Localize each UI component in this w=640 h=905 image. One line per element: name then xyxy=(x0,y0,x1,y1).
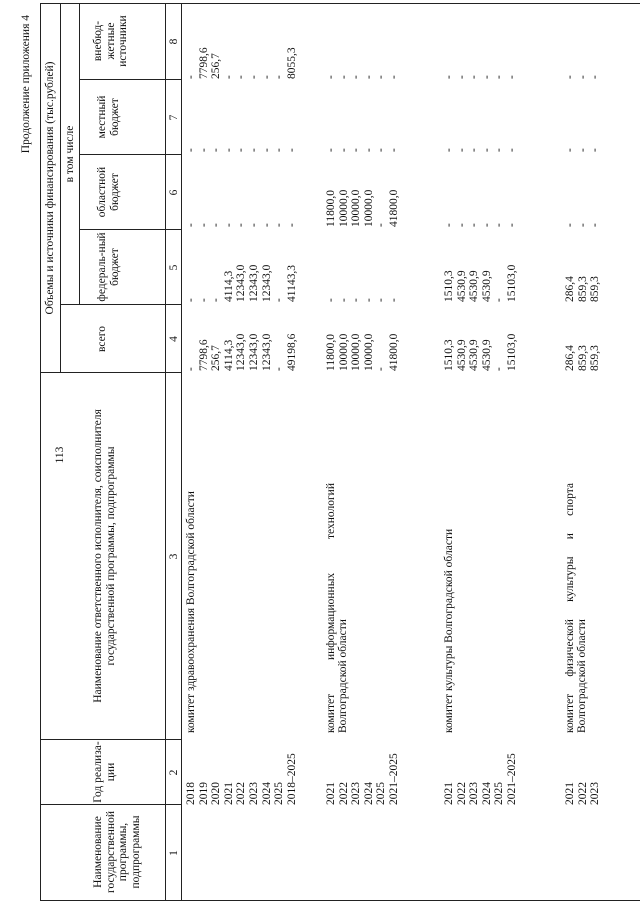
cell-total: 10000,0 xyxy=(350,333,363,371)
cell-regional: - xyxy=(375,223,388,227)
cell-local: - xyxy=(222,148,235,152)
cell-extra: - xyxy=(589,75,602,79)
cell-federal: - xyxy=(493,298,506,302)
cell-extra: 7798,6 xyxy=(197,47,210,79)
cell-local: - xyxy=(480,148,493,152)
cell-regional: - xyxy=(468,223,481,227)
col-number-1: 1 xyxy=(168,850,180,856)
cell-year: 2021 xyxy=(443,782,455,805)
cell-year: 2020 xyxy=(210,782,223,805)
header-local: местный бюджет xyxy=(96,95,121,139)
cell-regional: - xyxy=(564,223,576,227)
cell-total: 12343,0 xyxy=(248,333,260,371)
cell-year: 2022 xyxy=(337,782,350,805)
cell-total: - xyxy=(375,367,388,371)
cell-federal: 4114,3 xyxy=(222,270,235,302)
header-executor: Наименование ответственного исполнителя, соисполнителя государственной программы, подпрограммы xyxy=(92,409,117,703)
cell-extra: - xyxy=(325,75,337,79)
cell-extra: - xyxy=(388,75,400,79)
cell-regional: - xyxy=(260,223,273,227)
cell-federal: 4530,9 xyxy=(455,270,468,302)
cell-local: - xyxy=(388,148,400,152)
header-program-name: Наименование государственной программы, подпрограммы xyxy=(92,811,142,893)
cell-federal: 859,3 xyxy=(576,276,589,302)
cell-extra: - xyxy=(576,75,589,79)
cell-federal: 4530,9 xyxy=(480,270,493,302)
col-number-7: 7 xyxy=(168,114,180,121)
cell-year: 2022 xyxy=(235,782,248,805)
cell-regional: - xyxy=(273,223,286,227)
cell-year: 2022 xyxy=(455,782,468,805)
cell-regional: 41800,0 xyxy=(388,189,400,227)
col-divider-2 xyxy=(40,739,181,740)
cell-total: 4530,9 xyxy=(455,339,468,371)
cell-total: 859,3 xyxy=(589,345,602,371)
cell-local: - xyxy=(210,148,223,152)
cell-local: - xyxy=(285,148,298,152)
cell-extra: - xyxy=(506,75,518,79)
cell-regional: - xyxy=(235,223,248,227)
cell-regional: - xyxy=(222,223,235,227)
continuation-title: Продолжение приложения 4 xyxy=(20,15,32,154)
cell-federal: 859,3 xyxy=(589,276,602,302)
cell-total: 4530,9 xyxy=(468,339,481,371)
executor-name: комитет культуры Волгоградской области xyxy=(443,528,455,733)
cell-extra: 8055,3 xyxy=(285,47,298,79)
header-bottom-border xyxy=(165,3,166,901)
cell-local: - xyxy=(576,148,589,152)
cell-local: - xyxy=(235,148,248,152)
cell-total: 41800,0 xyxy=(388,333,400,371)
cell-federal: - xyxy=(375,298,388,302)
cell-federal: - xyxy=(362,298,375,302)
col-number-3: 3 xyxy=(168,553,180,560)
cell-total: 10000,0 xyxy=(362,333,375,371)
cell-federal: 4530,9 xyxy=(468,270,481,302)
cell-regional: - xyxy=(480,223,493,227)
cell-year: 2018 xyxy=(185,782,197,805)
cell-extra: - xyxy=(480,75,493,79)
cell-total: 49198,6 xyxy=(285,333,298,371)
cell-regional: - xyxy=(589,223,602,227)
cell-year: 2022 xyxy=(576,782,589,805)
cell-federal: 12343,0 xyxy=(260,264,273,302)
cell-federal: - xyxy=(337,298,350,302)
cell-extra: 256,7 xyxy=(210,53,223,79)
cell-local: - xyxy=(325,148,337,152)
table-top-border xyxy=(40,3,41,901)
header-federal: федераль-ный бюджет xyxy=(96,232,121,302)
col-divider-4 xyxy=(60,304,181,305)
col-number-4: 4 xyxy=(168,336,180,342)
cell-total: 12343,0 xyxy=(260,333,273,371)
cell-extra: - xyxy=(185,75,197,79)
cell-regional: - xyxy=(210,223,223,227)
cell-total: 10000,0 xyxy=(337,333,350,371)
table-right-border xyxy=(40,3,640,4)
cell-extra: - xyxy=(350,75,363,79)
cell-extra: - xyxy=(235,75,248,79)
cell-total: 15103,0 xyxy=(506,333,518,371)
col-number-5: 5 xyxy=(168,264,180,271)
cell-local: - xyxy=(273,148,286,152)
cell-extra: - xyxy=(222,75,235,79)
cell-year: 2025 xyxy=(493,782,506,805)
cell-year: 2025 xyxy=(273,782,286,805)
cell-federal: 286,4 xyxy=(564,276,576,302)
cell-year: 2021–2025 xyxy=(506,753,518,805)
cell-year: 2018–2025 xyxy=(285,753,298,805)
cell-federal: 12343,0 xyxy=(235,264,248,302)
cell-federal: - xyxy=(325,298,337,302)
cell-extra: - xyxy=(375,75,388,79)
cell-local: - xyxy=(589,148,602,152)
cell-regional: - xyxy=(248,223,260,227)
cell-federal: - xyxy=(388,298,400,302)
cell-federal: - xyxy=(210,298,223,302)
cell-local: - xyxy=(564,148,576,152)
cell-year: 2021 xyxy=(222,782,235,805)
cell-year: 2023 xyxy=(248,782,260,805)
cell-local: - xyxy=(197,148,210,152)
cell-total: 4114,3 xyxy=(222,339,235,371)
cell-regional: - xyxy=(285,223,298,227)
cell-extra: - xyxy=(468,75,481,79)
cell-regional: 10000,0 xyxy=(362,189,375,227)
col-divider-5 xyxy=(79,229,181,230)
col-divider-3 xyxy=(40,372,181,373)
cell-total: 12343,0 xyxy=(235,333,248,371)
cell-local: - xyxy=(455,148,468,152)
cell-federal: - xyxy=(185,298,197,302)
cell-extra: - xyxy=(455,75,468,79)
col-divider-7 xyxy=(79,79,181,80)
cell-year: 2021–2025 xyxy=(388,753,400,805)
executor-name: комитет здравоохранения Волгоградской области xyxy=(185,491,197,733)
cell-federal: 1510,3 xyxy=(443,270,455,302)
cell-extra: - xyxy=(493,75,506,79)
cell-regional: - xyxy=(493,223,506,227)
cell-total: 256,7 xyxy=(210,345,223,371)
cell-total: 286,4 xyxy=(564,345,576,371)
table-left-border xyxy=(40,900,640,901)
cell-regional: - xyxy=(443,223,455,227)
col-divider-6 xyxy=(79,154,181,155)
cell-total: 7798,6 xyxy=(197,339,210,371)
col-divider-1 xyxy=(40,804,181,805)
executor-name: комитет информационных технологий Волгоградской области xyxy=(325,483,349,733)
cell-extra: - xyxy=(443,75,455,79)
col-number-8: 8 xyxy=(168,38,180,45)
executor-name: комитет физической культуры и спорта Волгоградской области xyxy=(564,483,588,733)
col-number-6: 6 xyxy=(168,189,180,196)
header-funding-group: Объемы и источники финансирования (тыс.рублей) xyxy=(44,61,56,315)
cell-year: 2024 xyxy=(362,782,375,805)
cell-extra: - xyxy=(273,75,286,79)
cell-year: 2023 xyxy=(589,782,602,805)
header-regional: областной бюджет xyxy=(96,166,121,218)
cell-year: 2021 xyxy=(564,782,576,805)
cell-local: - xyxy=(443,148,455,152)
cell-local: - xyxy=(185,148,197,152)
col-number-2: 2 xyxy=(168,769,180,776)
cell-federal: 12343,0 xyxy=(248,264,260,302)
cell-federal: - xyxy=(197,298,210,302)
cell-local: - xyxy=(375,148,388,152)
cell-federal: - xyxy=(273,298,286,302)
cell-regional: - xyxy=(455,223,468,227)
header-year: Год реализа-ции xyxy=(92,741,117,803)
cell-regional: 10000,0 xyxy=(337,189,350,227)
cell-total: - xyxy=(185,367,197,371)
cell-local: - xyxy=(493,148,506,152)
column-numbers-border xyxy=(181,3,182,901)
cell-regional: 11800,0 xyxy=(325,190,337,227)
cell-year: 2021 xyxy=(325,782,337,805)
cell-local: - xyxy=(337,148,350,152)
page-number: 113 xyxy=(54,446,66,464)
cell-regional: - xyxy=(197,223,210,227)
cell-extra: - xyxy=(362,75,375,79)
cell-local: - xyxy=(362,148,375,152)
cell-total: 1510,3 xyxy=(443,339,455,371)
cell-extra: - xyxy=(564,75,576,79)
cell-extra: - xyxy=(248,75,260,79)
cell-year: 2024 xyxy=(260,782,273,805)
cell-extra: - xyxy=(337,75,350,79)
cell-year: 2023 xyxy=(468,782,481,805)
cell-federal: 41143,3 xyxy=(285,265,298,302)
cell-local: - xyxy=(506,148,518,152)
cell-local: - xyxy=(260,148,273,152)
cell-regional: - xyxy=(506,223,518,227)
cell-regional: 10000,0 xyxy=(350,189,363,227)
cell-year: 2025 xyxy=(375,782,388,805)
cell-federal: 15103,0 xyxy=(506,264,518,302)
cell-local: - xyxy=(468,148,481,152)
cell-total: - xyxy=(493,367,506,371)
header-total: всего xyxy=(96,326,108,352)
cell-year: 2023 xyxy=(350,782,363,805)
cell-year: 2024 xyxy=(480,782,493,805)
cell-local: - xyxy=(350,148,363,152)
cell-federal: - xyxy=(350,298,363,302)
header-extra: внебюд-жетные источники xyxy=(92,15,129,67)
cell-year: 2019 xyxy=(197,782,210,805)
cell-extra: - xyxy=(260,75,273,79)
cell-total: 859,3 xyxy=(576,345,589,371)
cell-total: 11800,0 xyxy=(325,334,337,371)
header-including: в том числе xyxy=(64,125,76,183)
cell-regional: - xyxy=(185,223,197,227)
cell-total: - xyxy=(273,367,286,371)
cell-total: 4530,9 xyxy=(480,339,493,371)
funding-group-border xyxy=(60,3,61,373)
cell-regional: - xyxy=(576,223,589,227)
cell-local: - xyxy=(248,148,260,152)
